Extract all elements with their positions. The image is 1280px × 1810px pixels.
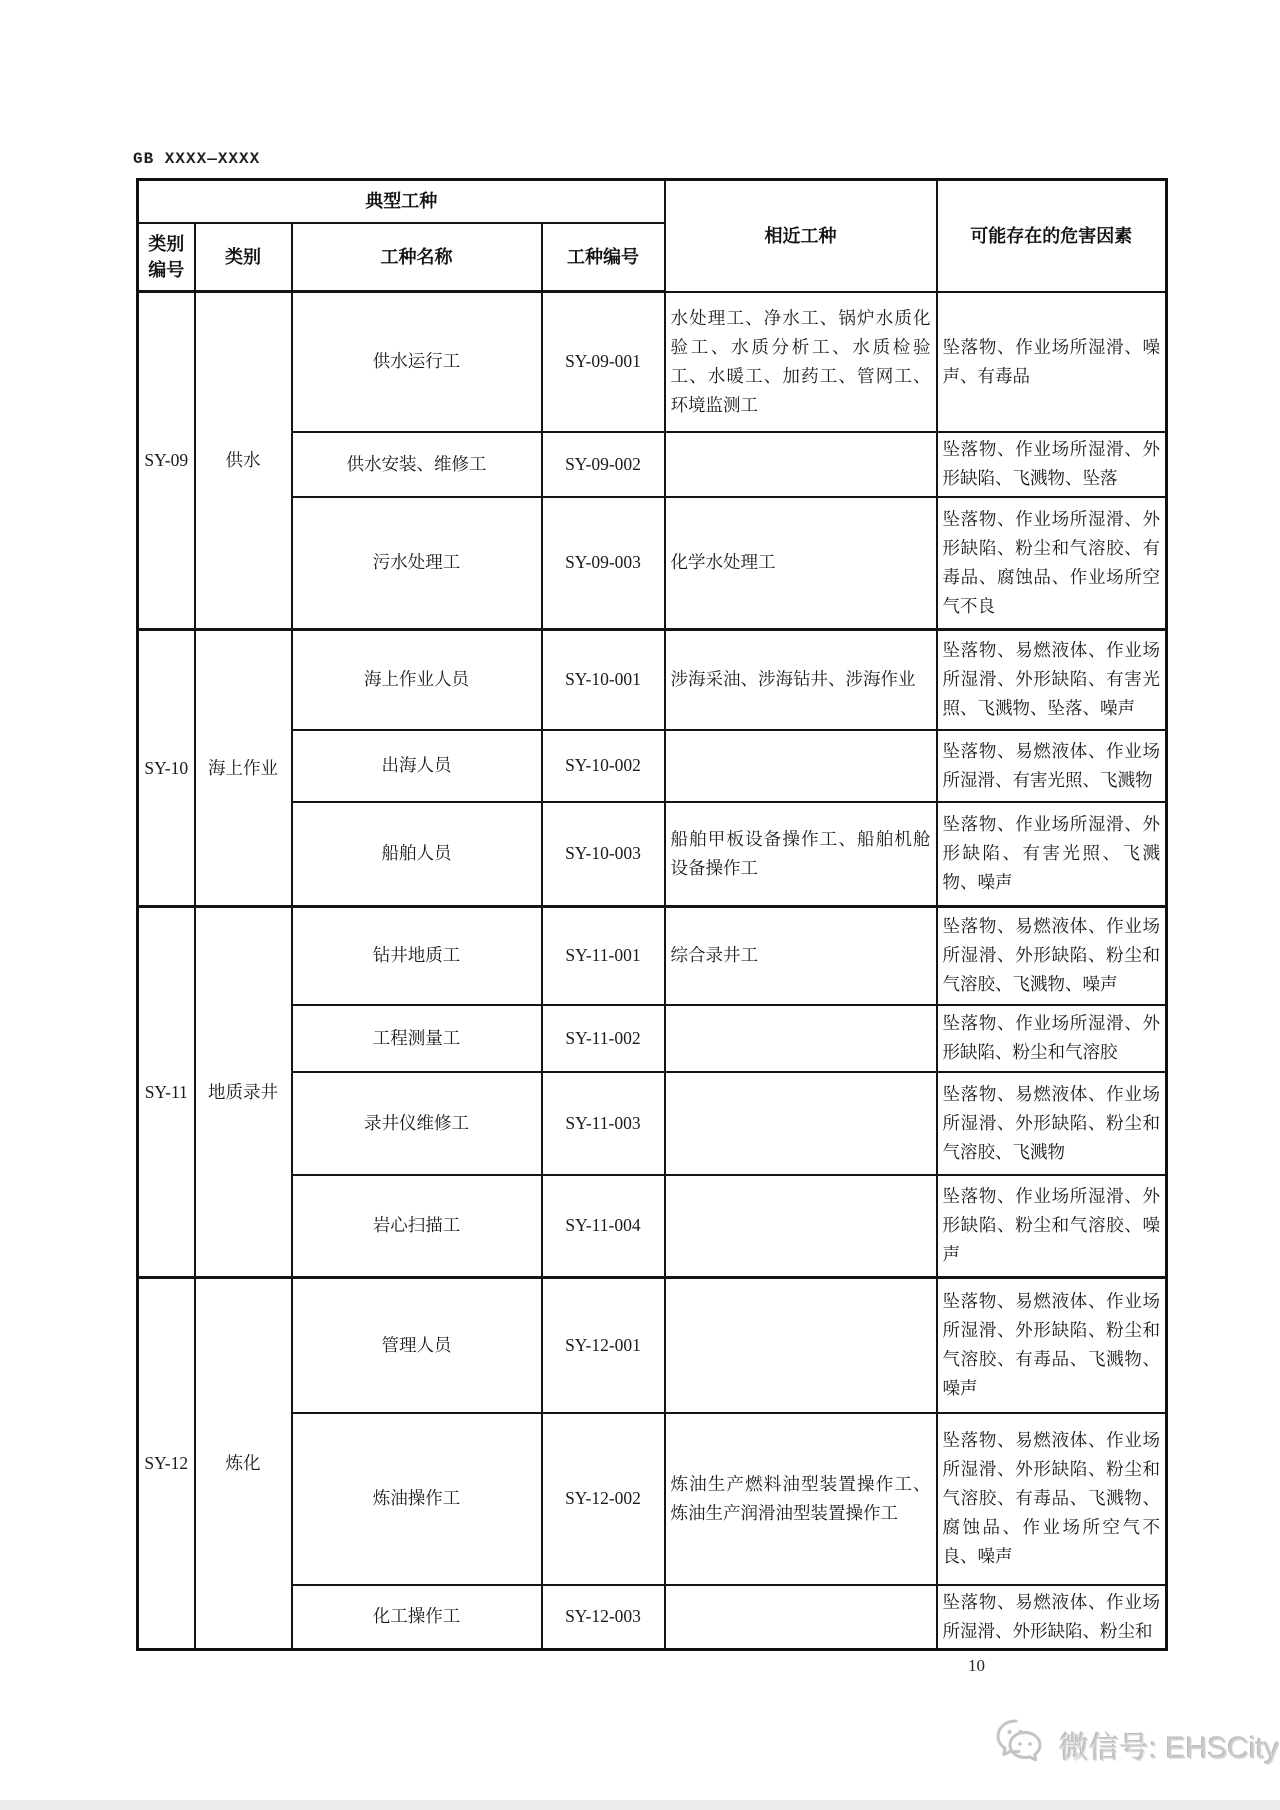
cell-hazards: 坠落物、易燃液体、作业场所湿滑、外形缺陷、有害光照、飞溅物、坠落、噪声 bbox=[937, 630, 1167, 730]
cell-category-no: SY-09 bbox=[138, 292, 195, 630]
cell-category: 海上作业 bbox=[195, 630, 292, 907]
cell-similar-jobs bbox=[665, 1175, 937, 1278]
jobs-table bbox=[136, 178, 1168, 1651]
cell-hazards: 坠落物、易燃液体、作业场所湿滑、外形缺陷、粉尘和气溶胶、飞溅物、噪声 bbox=[937, 907, 1167, 1005]
table-row bbox=[138, 907, 1167, 1005]
cell-job-no: SY-11-002 bbox=[542, 1005, 665, 1072]
cell-category-no: SY-12 bbox=[138, 1278, 195, 1650]
cell-category: 炼化 bbox=[195, 1278, 292, 1650]
cell-similar-jobs: 船舶甲板设备操作工、船舶机舱设备操作工 bbox=[665, 802, 937, 907]
wechat-icon bbox=[995, 1718, 1049, 1771]
cell-hazards: 坠落物、易燃液体、作业场所湿滑、有害光照、飞溅物 bbox=[937, 730, 1167, 802]
cell-job-no: SY-11-003 bbox=[542, 1072, 665, 1175]
cell-job-name: 管理人员 bbox=[292, 1278, 542, 1413]
cell-similar-jobs: 涉海采油、涉海钻井、涉海作业 bbox=[665, 630, 937, 730]
table-row bbox=[138, 292, 1167, 432]
table-row bbox=[138, 1413, 1167, 1585]
table-row bbox=[138, 1072, 1167, 1175]
cell-job-name: 钻井地质工 bbox=[292, 907, 542, 1005]
cell-job-no: SY-09-001 bbox=[542, 292, 665, 432]
cell-hazards: 坠落物、作业场所湿滑、噪声、有毒品 bbox=[937, 292, 1167, 432]
cell-hazards: 坠落物、易燃液体、作业场所湿滑、外形缺陷、粉尘和 bbox=[937, 1585, 1167, 1650]
cell-similar-jobs bbox=[665, 432, 937, 497]
table-row bbox=[138, 1175, 1167, 1278]
cell-job-name: 供水运行工 bbox=[292, 292, 542, 432]
cell-similar-jobs: 水处理工、净水工、锅炉水质化验工、水质分析工、水质检验工、水暖工、加药工、管网工、环境监测工 bbox=[665, 292, 937, 432]
cell-job-no: SY-12-001 bbox=[542, 1278, 665, 1413]
cell-similar-jobs: 炼油生产燃料油型装置操作工、炼油生产润滑油型装置操作工 bbox=[665, 1413, 937, 1585]
cell-job-no: SY-10-001 bbox=[542, 630, 665, 730]
jobs-table-container bbox=[136, 178, 1168, 1651]
header-category-no: 类别编号 bbox=[138, 223, 195, 292]
cell-hazards: 坠落物、作业场所湿滑、外形缺陷、飞溅物、坠落 bbox=[937, 432, 1167, 497]
cell-job-name: 工程测量工 bbox=[292, 1005, 542, 1072]
cell-job-no: SY-12-002 bbox=[542, 1413, 665, 1585]
cell-similar-jobs: 化学水处理工 bbox=[665, 497, 937, 630]
cell-hazards: 坠落物、作业场所湿滑、外形缺陷、粉尘和气溶胶 bbox=[937, 1005, 1167, 1072]
header-hazards: 可能存在的危害因素 bbox=[937, 180, 1167, 292]
cell-job-name: 录井仪维修工 bbox=[292, 1072, 542, 1175]
header-job-no: 工种编号 bbox=[542, 223, 665, 292]
table-row bbox=[138, 630, 1167, 730]
cell-job-name: 炼油操作工 bbox=[292, 1413, 542, 1585]
cell-job-no: SY-10-002 bbox=[542, 730, 665, 802]
cell-job-no: SY-10-003 bbox=[542, 802, 665, 907]
table-row bbox=[138, 1005, 1167, 1072]
cell-similar-jobs bbox=[665, 1585, 937, 1650]
cell-hazards: 坠落物、易燃液体、作业场所湿滑、外形缺陷、粉尘和气溶胶、有毒品、飞溅物、腐蚀品、作业场所空气不良、噪声 bbox=[937, 1413, 1167, 1585]
header-category: 类别 bbox=[195, 223, 292, 292]
cell-category: 供水 bbox=[195, 292, 292, 630]
table-row bbox=[138, 1585, 1167, 1650]
cell-job-name: 岩心扫描工 bbox=[292, 1175, 542, 1278]
table-row bbox=[138, 497, 1167, 630]
cell-category: 地质录井 bbox=[195, 907, 292, 1278]
cell-similar-jobs bbox=[665, 1005, 937, 1072]
cell-job-name: 化工操作工 bbox=[292, 1585, 542, 1650]
table-body bbox=[138, 292, 1167, 1650]
cell-hazards: 坠落物、易燃液体、作业场所湿滑、外形缺陷、粉尘和气溶胶、飞溅物 bbox=[937, 1072, 1167, 1175]
cell-job-no: SY-11-004 bbox=[542, 1175, 665, 1278]
cell-job-no: SY-09-003 bbox=[542, 497, 665, 630]
page-bottom-edge bbox=[0, 1800, 1280, 1810]
header-job-name: 工种名称 bbox=[292, 223, 542, 292]
cell-hazards: 坠落物、作业场所湿滑、外形缺陷、粉尘和气溶胶、有毒品、腐蚀品、作业场所空气不良 bbox=[937, 497, 1167, 630]
table-row bbox=[138, 432, 1167, 497]
cell-job-name: 海上作业人员 bbox=[292, 630, 542, 730]
watermark bbox=[995, 1718, 1279, 1771]
cell-job-name: 船舶人员 bbox=[292, 802, 542, 907]
cell-similar-jobs bbox=[665, 1072, 937, 1175]
header-similar-jobs: 相近工种 bbox=[665, 180, 937, 292]
cell-hazards: 坠落物、作业场所湿滑、外形缺陷、有害光照、飞溅物、噪声 bbox=[937, 802, 1167, 907]
cell-hazards: 坠落物、易燃液体、作业场所湿滑、外形缺陷、粉尘和气溶胶、有毒品、飞溅物、噪声 bbox=[937, 1278, 1167, 1413]
cell-job-no: SY-12-003 bbox=[542, 1585, 665, 1650]
cell-similar-jobs bbox=[665, 1278, 937, 1413]
document-code: GB XXXX—XXXX bbox=[133, 150, 261, 168]
cell-category-no: SY-10 bbox=[138, 630, 195, 907]
cell-job-no: SY-11-001 bbox=[542, 907, 665, 1005]
cell-job-name: 出海人员 bbox=[292, 730, 542, 802]
cell-job-no: SY-09-002 bbox=[542, 432, 665, 497]
table-row bbox=[138, 730, 1167, 802]
header-typical-jobs: 典型工种 bbox=[138, 180, 665, 223]
cell-job-name: 污水处理工 bbox=[292, 497, 542, 630]
cell-hazards: 坠落物、作业场所湿滑、外形缺陷、粉尘和气溶胶、噪声 bbox=[937, 1175, 1167, 1278]
table-row bbox=[138, 802, 1167, 907]
page-number: 10 bbox=[968, 1656, 985, 1675]
cell-job-name: 供水安装、维修工 bbox=[292, 432, 542, 497]
watermark-text: 微信号: EHSCity bbox=[1059, 1731, 1280, 1765]
table-row bbox=[138, 1278, 1167, 1413]
cell-similar-jobs: 综合录井工 bbox=[665, 907, 937, 1005]
cell-similar-jobs bbox=[665, 730, 937, 802]
cell-category-no: SY-11 bbox=[138, 907, 195, 1278]
table-header bbox=[138, 180, 1167, 292]
